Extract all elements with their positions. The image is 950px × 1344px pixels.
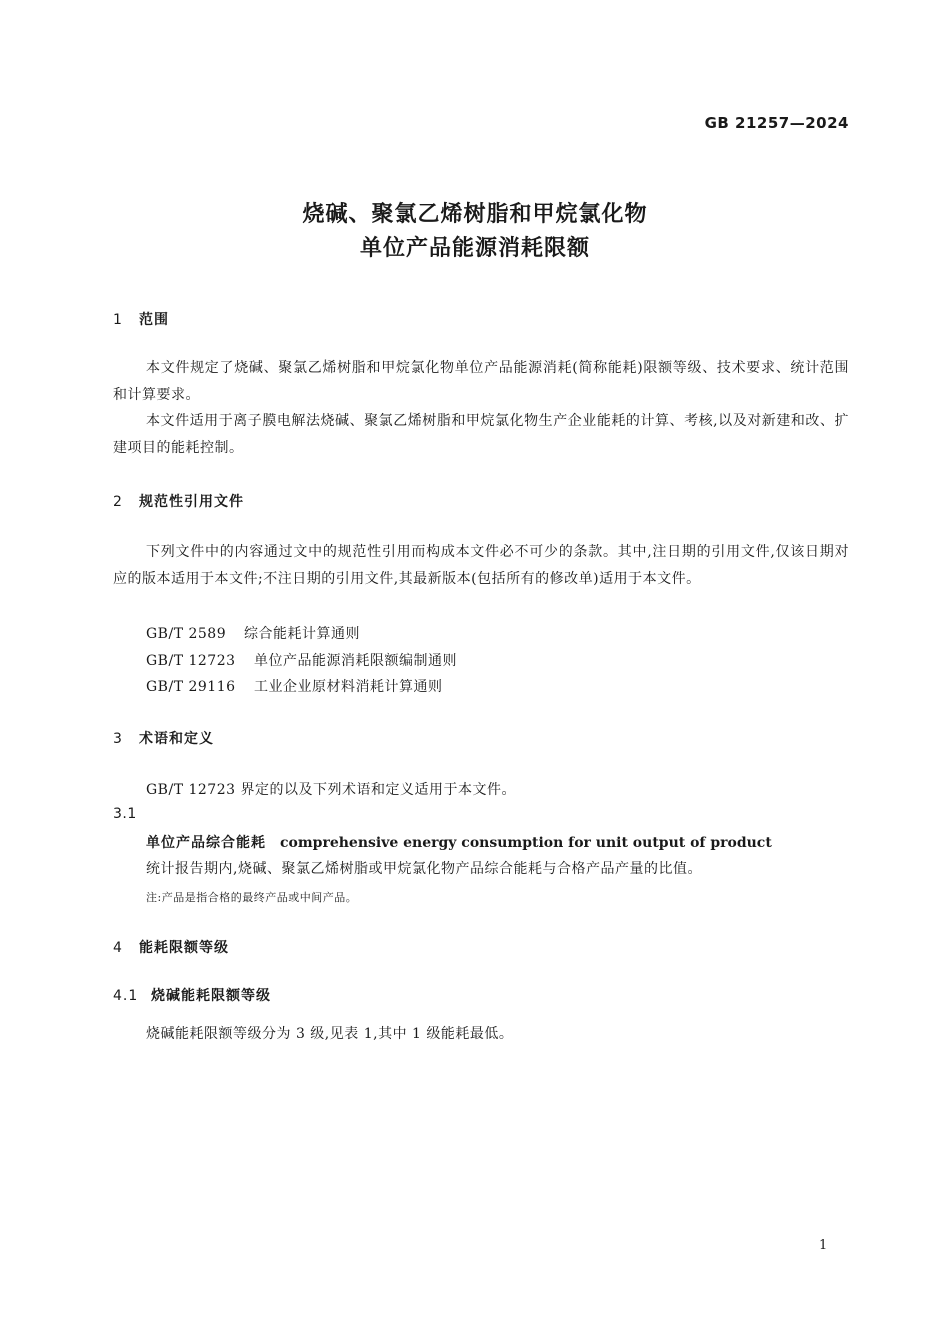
section-title: 规范性引用文件 (139, 494, 244, 510)
reference-item (146, 676, 443, 696)
reference-item (146, 623, 360, 643)
reference-title: 综合能耗计算通则 (244, 626, 360, 642)
section-number: 2 (113, 494, 123, 510)
section-1-heading (113, 309, 169, 329)
page-number: 1 (819, 1238, 828, 1253)
section-title: 范围 (139, 312, 169, 328)
reference-title: 工业企业原材料消耗计算通则 (254, 679, 443, 695)
reference-code: GB/T 2589 (146, 626, 227, 642)
subsection-3-1-number: 3.1 (113, 806, 137, 822)
reference-code: GB/T 12723 (146, 653, 236, 669)
reference-title: 单位产品能源消耗限额编制通则 (254, 653, 457, 669)
document-title-line-1: 烧碱、聚氯乙烯树脂和甲烷氯化物 (302, 202, 648, 227)
term-note: 注:产品是指合格的最终产品或中间产品。 (146, 891, 358, 904)
section-number: 1 (113, 312, 123, 328)
standard-code: GB 21257—2024 (704, 114, 849, 132)
section-title: 能耗限额等级 (139, 940, 229, 956)
document-title-line-2: 单位产品能源消耗限额 (359, 236, 590, 261)
subsection-4-1-heading (113, 985, 271, 1005)
section-3-heading (113, 728, 214, 748)
subsection-4-1-paragraph: 烧碱能耗限额等级分为 3 级,见表 1,其中 1 级能耗最低。 (146, 1026, 514, 1042)
term-chinese: 单位产品综合能耗 (146, 835, 266, 851)
section-number: 3 (113, 731, 123, 747)
section-4-heading (113, 937, 229, 957)
term-english: comprehensive energy consumption for unit output of product (280, 835, 772, 851)
section-number: 4 (113, 940, 123, 956)
section-3-paragraph: GB/T 12723 界定的以及下列术语和定义适用于本文件。 (146, 782, 516, 798)
reference-code: GB/T 29116 (146, 679, 236, 695)
section-1-paragraph-2: 本文件适用于离子膜电解法烧碱、聚氯乙烯树脂和甲烷氯化物生产企业能耗的计算、考核,以及对新建和改、扩建项目的能耗控制。 (113, 413, 849, 456)
section-2-heading (113, 491, 244, 511)
term-entry (146, 832, 772, 852)
reference-item (146, 650, 457, 670)
section-2-paragraph: 下列文件中的内容通过文中的规范性引用而构成本文件必不可少的条款。其中,注日期的引用文件,仅该日期对应的版本适用于本文件;不注日期的引用文件,其最新版本(包括所有的修改单)适用于本文件。 (113, 544, 849, 587)
section-1-paragraph-1: 本文件规定了烧碱、聚氯乙烯树脂和甲烷氯化物单位产品能源消耗(简称能耗)限额等级、技术要求、统计范围和计算要求。 (113, 360, 849, 403)
term-definition: 统计报告期内,烧碱、聚氯乙烯树脂或甲烷氯化物产品综合能耗与合格产品产量的比值。 (146, 861, 702, 877)
section-title: 术语和定义 (139, 731, 214, 747)
subsection-number: 4.1 (113, 988, 139, 1004)
subsection-title: 烧碱能耗限额等级 (151, 988, 271, 1004)
